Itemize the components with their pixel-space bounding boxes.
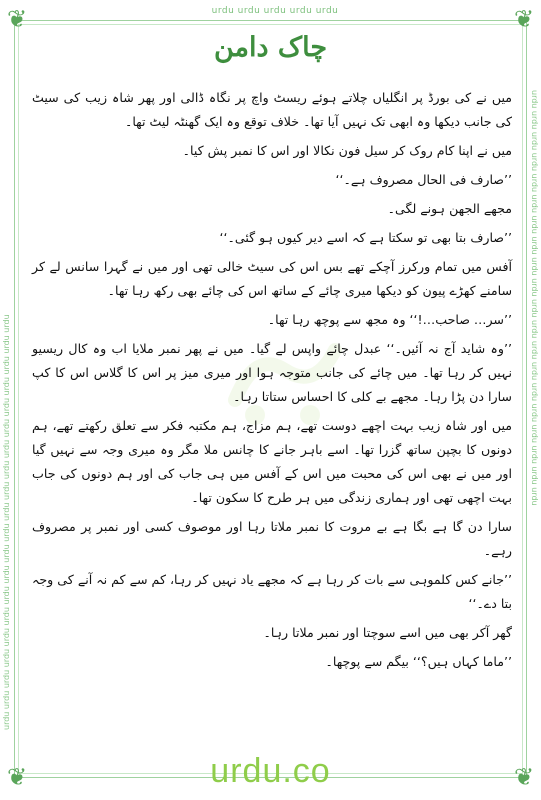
paragraph: آفس میں تمام ورکرز آچکے تھے بس اس کی سیٹ خالی تھی اور میں نے گہرا سانس لے کر سامنے کھڑے پیون کو دیکھا میری چائے کے ساتھ اس کی چائے بھی رکھ رہا تھا۔ (32, 259, 512, 298)
paragraph: ’’جانے کس کلموہی سے بات کر رہا ہے کہ مجھے یاد نہیں کر رہا، کم سے کم نہ آنے کی وجہ بتا دے۔‘‘ (32, 572, 512, 611)
paragraph: میں اور شاہ زیب بہت اچھے دوست تھے، ہم مزاج، ہم مکتبہ فکر سے تعلق رکھتے تھے، ہم دونوں کا بچپن ساتھ گزرا تھا۔ اسے باہر جانے کا چانس ملا مگر وہ میری وجہ سے نہیں گیا اور میں نے بھی اس کی محبت میں اس کے آفس میں ہی جاب کی اور ہم دونوں کی جاب بہت اچھی تھی اور ہماری زندگی میں ہر طرح کا سکون تھا۔ (32, 418, 512, 505)
paragraph: مجھے الجھن ہونے لگی۔ (387, 201, 512, 216)
paragraph: ’’وہ شاید آج نہ آئیں۔‘‘ عبدل چائے واپس لے گیا۔ میں نے پھر نمبر ملایا اب وہ کال ریسیو نہیں کر رہا تھا۔ میں چائے کی جانب متوجہ ہوا اور میری میز پر اس کا گلاس اس کا کپ سارا دن پڑا رہا۔ مجھے بے کلی کا احساس ستاتا رہا۔ (32, 341, 512, 404)
paragraph: ’’صارف بتا بھی تو سکتا ہے کہ اسے دیر کیوں ہو گئی۔‘‘ (219, 230, 512, 245)
paragraph: ’’صارف فی الحال مصروف ہے۔‘‘ (335, 172, 512, 187)
paragraph: میں نے کی بورڈ پر انگلیاں چلاتے ہوئے ریسٹ واچ پر نگاہ ڈالی اور پھر شاہ زیب کی سیٹ کی جانب دیکھا وہ ابھی تک نہیں آیا تھا۔ خلاف توقع وہ ایک گھنٹہ لیٹ تھا۔ (32, 90, 512, 129)
paragraph: ’’سر… صاحب…!‘‘ وہ مجھ سے پوچھ رہا تھا۔ (267, 312, 512, 327)
paragraph: سارا دن گا ہے بگا ہے بے مروت کا نمبر ملاتا رہا اور موصوف کسی اور نمبر پر مصروف رہے۔ (32, 519, 512, 558)
paragraph: گھر آکر بھی میں اسے سوچتا اور نمبر ملاتا رہا۔ (263, 625, 512, 640)
corner-ornament-icon: ❦ (513, 763, 535, 791)
footer-logo: urdu.co (210, 752, 331, 790)
left-border-pattern: urdu urdu urdu urdu urdu urdu urdu urdu urdu urdu urdu urdu urdu urdu urdu urdu urdu urdu urdu urdu (2, 314, 11, 730)
top-border-pattern: urdu urdu urdu urdu urdu (211, 6, 339, 16)
page-title: چاک دامن (213, 32, 328, 63)
corner-ornament-icon: ❦ (6, 763, 28, 791)
paragraph: میں نے اپنا کام روک کر سیل فون نکالا اور اس کا نمبر پش کیا۔ (182, 143, 512, 158)
corner-ornament-icon: ❦ (513, 5, 535, 33)
story-body (32, 86, 512, 679)
paragraph: ’’ماما کہاں ہیں؟‘‘ بیگم سے پوچھا۔ (325, 654, 512, 669)
right-border-pattern: urdu urdu urdu urdu urdu urdu urdu urdu urdu urdu urdu urdu urdu urdu urdu urdu urdu urdu urdu urdu (530, 90, 539, 506)
corner-ornament-icon: ❦ (6, 5, 28, 33)
